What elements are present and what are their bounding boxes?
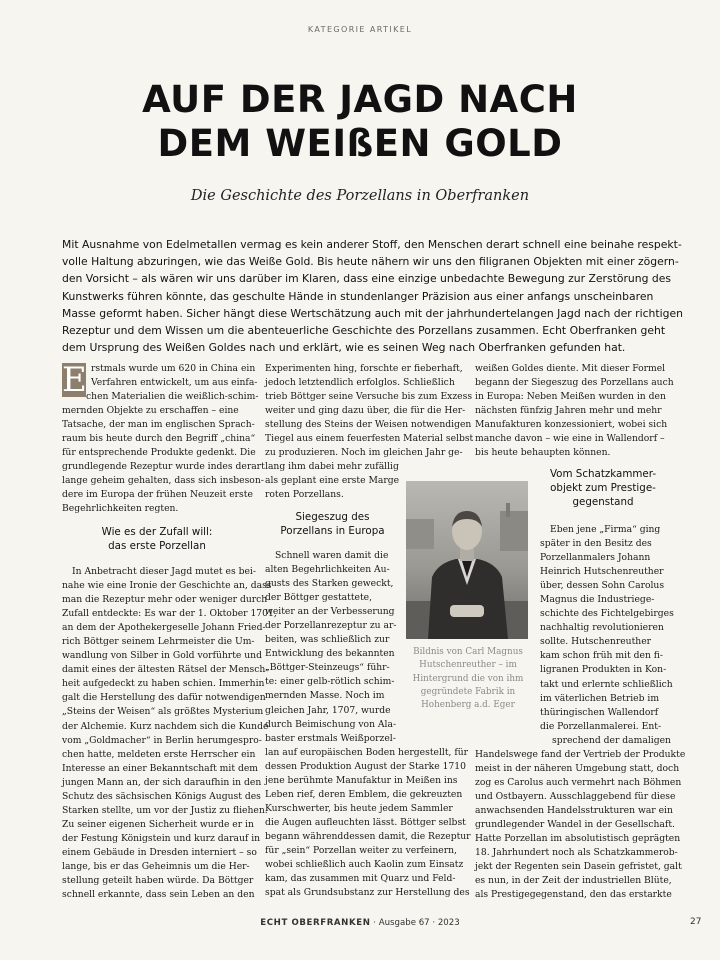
body-line: stellung geteilt haben würde. Da Böttger — [62, 875, 254, 887]
body-line: thüringischen Wallendorf — [540, 706, 659, 718]
col3-subheading — [540, 467, 666, 509]
body-line: Kurschwerter, bis heute jedem Sammler — [265, 802, 453, 814]
body-line: in Europa: Neben Meißen wurden in den — [475, 391, 666, 403]
title-line-1: AUF DER JAGD NACH — [142, 78, 578, 121]
intro-paragraph — [62, 236, 683, 356]
body-line: alten Begehrlichkeiten Au- — [265, 564, 390, 576]
body-line: als geplant eine erste Marge — [265, 475, 400, 487]
body-line: es nun, in der Zeit der industriellen Blüte, — [475, 875, 672, 887]
body-line: weißen Goldes diente. Mit dieser Formel — [475, 363, 666, 374]
body-line: „Böttger-Steinzeugs“ führ- — [265, 662, 390, 674]
body-line: manche davon – wie eine in Wallendorf – — [475, 433, 665, 445]
body-line: der Alchemie. Kurz nachdem sich die Kunde — [62, 720, 269, 732]
col2-subheading — [265, 510, 400, 538]
body-line: chen hatte, meldeten erste Herrscher ein — [62, 748, 256, 760]
body-line: Handelswege fand der Vertrieb der Produkte — [475, 749, 686, 760]
body-line: kam schon früh mit den fi- — [540, 650, 664, 662]
body-line: jene berühmte Manufaktur in Meißen ins — [265, 774, 458, 786]
body-line: Porzellanmalers Johann — [540, 552, 651, 564]
body-line: te: einer gelb-rötlich schim- — [265, 676, 395, 688]
body-line: jedoch letztendlich erfolglos. Schließlich — [265, 377, 455, 389]
col3-top-text — [475, 362, 674, 460]
body-line: Magnus die Industriege- — [540, 594, 655, 606]
body-line: der Festung Königstein und kurz darauf in — [62, 832, 261, 844]
body-line: Tiegel aus einem feuerfesten Material selbst — [265, 433, 474, 445]
body-line: In Anbetracht dieser Jagd mutet es bei- — [72, 566, 256, 577]
col1-subheading — [62, 525, 252, 553]
body-line: 18. Jahrhundert noch als Schatzkammerob- — [475, 847, 678, 859]
body-line: schnell erkannte, dass sein Leben an den — [62, 889, 255, 901]
body-line: meist in der näheren Umgebung statt, doch — [475, 763, 680, 775]
body-line: durch Beimischung von Ala- — [265, 718, 397, 730]
body-line: Schnell waren damit die — [275, 550, 389, 561]
body-line: der Porzellanrezeptur zu ar- — [265, 620, 397, 632]
col1-body — [62, 565, 277, 902]
body-line: beiten, was schließlich zur — [265, 634, 390, 646]
body-line: dessen Produktion August der Starke 1710 — [265, 760, 466, 772]
body-line: baster erstmals Weißporzel- — [265, 732, 396, 744]
body-line: für entsprechende Produkte gedenkt. Die — [62, 447, 256, 459]
page-number: 27 — [690, 917, 702, 927]
intro-line: volle Haltung abzuringen, wie das Weiße Gold. Bis heute nähern wir uns den filigranen Objekten mit einer zögern- — [62, 255, 679, 269]
caption-line: gegründete Fabrik in — [420, 686, 516, 697]
body-line: lange geheim gehalten, dass sich insbeson- — [62, 475, 264, 487]
article-subtitle: Die Geschichte des Porzellans in Oberfranken — [190, 188, 530, 204]
body-line: gusts des Starken geweckt, — [265, 578, 394, 590]
body-line: gleichen Jahr, 1707, wurde — [265, 704, 391, 716]
body-line: takt und erlernte schließlich — [540, 678, 673, 690]
body-line: über, dessen Sohn Carolus — [540, 580, 665, 592]
body-line: grundlegender Wandel in der Gesellschaft. — [475, 819, 675, 831]
body-line: nächsten fünfzig Jahren mehr und mehr — [475, 405, 662, 417]
intro-line: dem Ursprung des Weißen Goldes nach und erklärt, wie es seinen Weg nach Oberfranken gefunden hat. — [62, 341, 626, 355]
body-line: begann währenddessen damit, die Rezeptur — [265, 830, 471, 842]
body-line: Eben jene „Firma“ ging — [550, 524, 661, 535]
body-line: nachhaltig revolutionieren — [540, 622, 664, 634]
subheading-line: das erste Porzellan — [108, 540, 206, 552]
body-line: Zu seiner eigenen Sicherheit wurde er in — [62, 818, 254, 830]
subheading-line: Wie es der Zufall will: — [101, 526, 213, 538]
body-line: mernden Objekte zu erschaffen – eine — [62, 405, 239, 417]
body-line: bis heute behaupten können. — [475, 447, 611, 459]
body-line: sollte. Hutschenreuther — [540, 636, 652, 648]
body-line: jungen Mann an, der sich daraufhin in den — [62, 776, 262, 788]
caption-line: Hintergrund die von ihm — [412, 673, 524, 684]
body-line: Entwicklung des bekannten — [265, 648, 395, 660]
body-line: anwachsenden Handelsstrukturen war ein — [475, 805, 673, 817]
subheading-line: objekt zum Prestige- — [550, 482, 656, 494]
body-line: schichte des Fichtelgebirges — [540, 608, 674, 620]
col3-body-wide — [475, 748, 686, 903]
body-line: zu produzieren. Noch im gleichen Jahr ge- — [265, 447, 463, 459]
col1-top-text — [62, 390, 265, 516]
intro-line: Masse geformt haben. Sicher hängt diese Wertschätzung auch mit der jahrhundertelangen Jagd nach der richtigen — [62, 306, 683, 320]
body-line: jekt der Regenten sein Dasein gefristet, galt — [475, 861, 682, 873]
body-line: roten Porzellans. — [265, 489, 344, 501]
body-line: Heinrich Hutschenreuther — [540, 566, 664, 578]
body-line: kam, das zusammen mit Quarz und Feld- — [265, 873, 456, 885]
body-line: trieb Böttger seine Versuche bis zum Exzess — [265, 391, 473, 403]
portrait-image — [406, 481, 528, 639]
body-line: für „sein“ Porzellan weiter zu verfeinern, — [265, 844, 457, 856]
issue-info: · Ausgabe 67 · 2023 — [373, 918, 460, 928]
body-line: grundlegende Rezeptur wurde indes derart — [62, 461, 265, 473]
body-line: spat als Grundsubstanz zur Herstellung des — [265, 887, 470, 899]
col3-body-narrow — [540, 523, 674, 748]
body-line: und Ostbayern. Ausschlaggebend für diese — [475, 791, 676, 803]
body-line: „Steins der Weisen“ als größtes Mysterium — [62, 706, 264, 718]
intro-line: den Vorsicht – als wären wir uns darüber im Klaren, dass eine einzige unbedachte Bewegung zur Zerstörung des — [62, 272, 671, 286]
body-line: vom „Goldmacher“ in Berlin herumgespro- — [62, 734, 262, 746]
body-line: stellung des Steins der Weisen notwendigen — [265, 419, 472, 431]
title-line-2: DEM WEIßEN GOLD — [157, 122, 563, 165]
body-line: mernden Masse. Noch im — [265, 690, 385, 702]
caption-line: Hutschenreuther – im — [419, 660, 517, 671]
body-line: dere im Europa der frühen Neuzeit erste — [62, 489, 253, 501]
body-line: raum bis heute durch den Begriff „china“ — [62, 433, 256, 445]
intro-line: Kunstwerks führen könnte, das geschulte Hände in stundenlanger Präzision aus einer anfangs unscheinbaren — [62, 289, 654, 303]
body-line: damit eines der ältesten Rätsel der Mensch- — [62, 664, 269, 676]
body-line: chen Materialien die weißlich-schim- — [86, 391, 259, 402]
subheading-line: gegenstand — [572, 496, 634, 508]
body-line: begann der Siegeszug des Porzellans auch — [475, 377, 674, 389]
caption-line: Bildnis von Carl Magnus — [413, 647, 523, 657]
body-line: lan auf europäischen Boden hergestellt, für — [265, 746, 469, 758]
body-line: lange, bis er das Geheimnis um die Her- — [62, 860, 250, 872]
subheading-line: Siegeszug des — [295, 511, 370, 523]
portrait-photo — [406, 481, 528, 639]
intro-line: Rezeptur und dem Wissen um die abenteuerliche Geschichte des Porzellans zusammen. Echt Oberfranken geht — [62, 324, 666, 338]
body-line: ligranen Produkten in Kon- — [540, 664, 667, 676]
body-line: Leben rief, deren Emblem, die gekreuzten — [265, 788, 463, 800]
body-line: Schutz des sächsischen Königs August des — [62, 790, 261, 802]
body-line: Manufakturen konzessioniert, wobei sich — [475, 419, 668, 431]
col1-top-indented — [91, 362, 258, 390]
body-line: man die Rezeptur mehr oder weniger durch — [62, 594, 268, 606]
body-line: wandlung von Silber in Gold vorführte und — [62, 650, 262, 662]
body-line: Verfahren entwickelt, um aus einfa- — [91, 377, 258, 389]
body-line: der Böttger gestattete, — [265, 592, 373, 604]
body-line: nahe wie eine Ironie der Geschichte an, dass — [62, 580, 272, 592]
body-line: heit aufgedeckt zu haben schien. Immerhin — [62, 678, 265, 690]
body-line: im väterlichen Betrieb im — [540, 692, 660, 704]
photo-caption — [396, 646, 540, 712]
caption-line: Hohenberg a.d. Eger — [421, 700, 515, 711]
body-line: sprechend der damaligen — [552, 734, 671, 746]
body-line: lang ihm dabei mehr zufällig — [265, 461, 399, 473]
article-title — [0, 78, 720, 166]
body-line: Zufall entdeckte: Es war der 1. Oktober 1701, — [62, 608, 277, 620]
body-line: Interesse an einer Bekanntschaft mit dem — [62, 762, 258, 774]
body-line: Hatte Porzellan im absolutistisch geprägten — [475, 833, 681, 845]
body-line: die Porzellanmalerei. Ent- — [540, 720, 662, 732]
subheading-line: Vom Schatzkammer- — [549, 468, 657, 480]
body-line: an dem der Apothekergeselle Johann Fried- — [62, 622, 266, 634]
body-line: später in den Besitz des — [540, 538, 652, 550]
magazine-name: ECHT OBERFRANKEN — [260, 918, 371, 928]
category-kicker: KATEGORIE ARTIKEL — [307, 25, 413, 34]
body-line: die Augen aufleuchten lässt. Böttger selbst — [265, 816, 466, 828]
body-line: weiter an der Verbesserung — [265, 606, 395, 618]
body-line: Begehrlichkeiten regten. — [62, 503, 179, 515]
body-line: weiter und ging dazu über, die für die Her- — [265, 405, 466, 417]
page-footer — [0, 918, 720, 928]
body-line: rich Böttger seinem Lehrmeister die Um- — [62, 636, 255, 648]
body-line: wobei schließlich auch Kaolin zum Einsatz — [265, 859, 464, 871]
body-line: Tatsache, der man im englischen Sprach- — [62, 419, 255, 431]
drop-cap: E — [62, 360, 87, 400]
body-line: Starken stellte, um vor der Justiz zu fliehen. — [62, 804, 268, 816]
body-line: einem Gebäude in Dresden interniert – so — [62, 846, 257, 858]
body-line: Experimenten hing, forschte er fieberhaft, — [265, 363, 463, 374]
body-line: zog es Carolus auch vermehrt nach Böhmen — [475, 777, 682, 789]
intro-line: Mit Ausnahme von Edelmetallen vermag es kein anderer Stoff, den Menschen derart schnell eine beinahe respekt- — [62, 238, 682, 251]
body-line: rstmals wurde um 620 in China ein — [91, 363, 256, 374]
body-line: als Prestigegegenstand, den das erstarkte — [475, 889, 672, 901]
body-line: galt die Herstellung des dafür notwendigen — [62, 692, 266, 704]
subheading-line: Porzellans in Europa — [280, 525, 385, 537]
